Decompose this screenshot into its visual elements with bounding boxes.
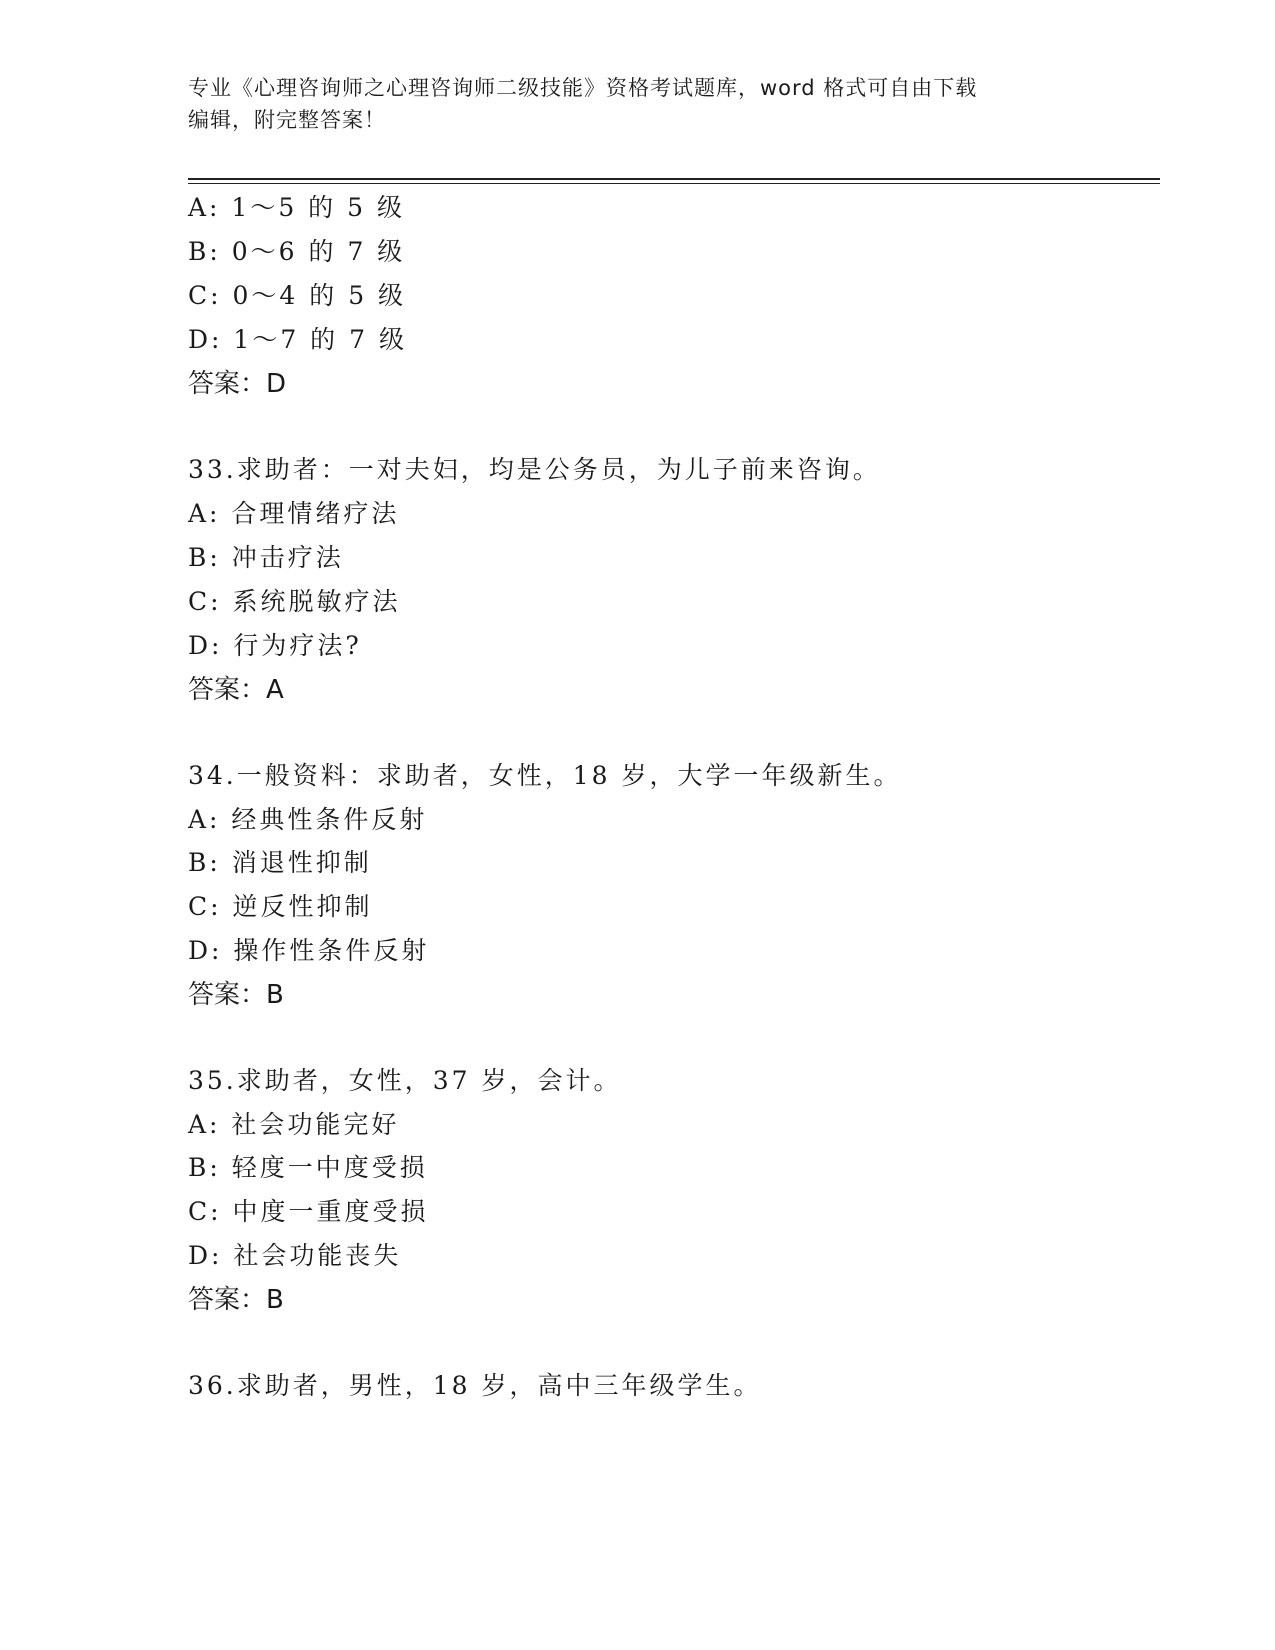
q34-option-c: C: 逆反性抑制 [188,892,373,921]
q35-stem: 35.求助者，女性，37 岁，会计。 [188,1066,622,1095]
q35-option-d: D: 社会功能丧失 [188,1241,402,1270]
q34-answer: 答案：B [188,980,284,1010]
document-header [188,72,1068,136]
q32-option-b: B: 0～6 的 7 级 [188,237,406,266]
q35-option-c: C: 中度一重度受损 [188,1197,429,1226]
q36-stem: 36.求助者，男性，18 岁，高中三年级学生。 [188,1371,762,1400]
q33-option-d: D: 行为疗法? [188,631,362,660]
q34-option-a: A: 经典性条件反射 [188,805,428,834]
q33-stem: 33.求助者：一对夫妇，均是公务员，为儿子前来咨询。 [188,455,881,484]
q33-option-c: C: 系统脱敏疗法 [188,587,401,616]
q33-option-b: B: 冲击疗法 [188,543,344,572]
q35-answer: 答案：B [188,1285,284,1315]
q34-stem: 34.一般资料：求助者，女性，18 岁，大学一年级新生。 [188,761,902,790]
q35-option-a: A: 社会功能完好 [188,1110,400,1139]
q32-option-c: C: 0～4 的 5 级 [188,281,407,310]
header-line-1: 专业《心理咨询师之心理咨询师二级技能》资格考试题库，word 格式可自由下载 [188,76,978,100]
q33-answer: 答案：A [188,675,284,705]
q33-option-a: A: 合理情绪疗法 [188,499,400,528]
q35-option-b: B: 轻度一中度受损 [188,1153,428,1182]
q32-answer: 答案：D [188,369,287,399]
header-line-2: 编辑，附完整答案！ [188,108,386,132]
q34-option-d: D: 操作性条件反射 [188,936,430,965]
q32-option-a: A: 1～5 的 5 级 [188,193,405,222]
header-divider-thin [188,183,1160,184]
q32-option-d: D: 1～7 的 7 级 [188,325,407,354]
q34-option-b: B: 消退性抑制 [188,848,372,877]
header-divider [188,178,1160,180]
